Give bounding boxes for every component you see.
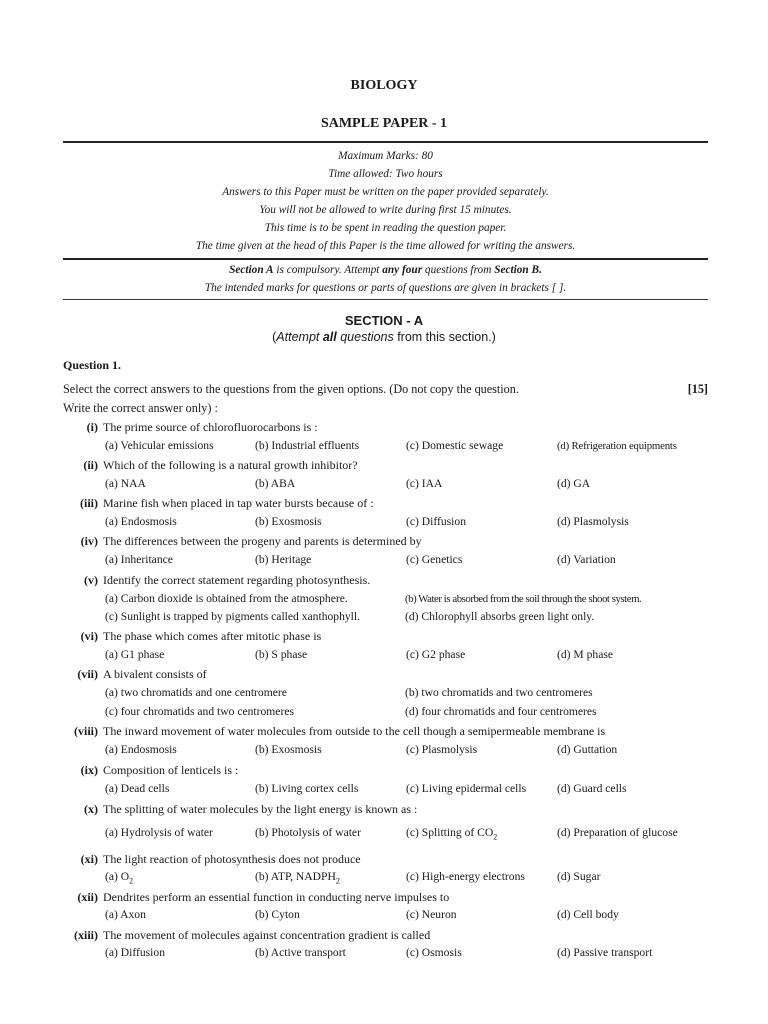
option-c: (c) Sunlight is trapped by pigments called xanthophyll. xyxy=(105,610,361,623)
section-note-line-1: Section A is compulsory. Attempt any four questions from Section B. xyxy=(229,264,542,276)
options-row xyxy=(105,741,710,759)
option-b: (b) Exosmosis xyxy=(255,515,322,528)
option-d: (d) Sugar xyxy=(557,870,601,883)
option-d: (d) Plasmolysis xyxy=(557,515,629,528)
option-d: (d) four chromatids and four centromeres xyxy=(405,705,597,718)
option-a: (a) G1 phase xyxy=(105,648,165,661)
option-a: (a) two chromatids and one centromere xyxy=(105,686,287,699)
option-d: (d) M phase xyxy=(557,648,614,661)
option-a: (a) Dead cells xyxy=(105,782,170,795)
section-subtitle: (Attempt all questions from this section.) xyxy=(272,330,496,344)
instructions-block xyxy=(63,147,708,255)
option-b: (b) Active transport xyxy=(255,946,346,959)
question-item: (viii) The inward movement of water molecules from outside to the cell though a semipermeable membrane is xyxy=(74,724,606,738)
option-d: (d) Preparation of glucose xyxy=(557,826,678,839)
options-row xyxy=(105,906,710,924)
option-a: (a) Endosmosis xyxy=(105,743,177,756)
option-c: (c) Splitting of $CO_2$ xyxy=(406,826,498,842)
option-d: (d) Guttation xyxy=(557,743,618,756)
section-note-line-2: The intended marks for questions or parts of questions are given in brackets [ ]. xyxy=(204,282,567,294)
options-row xyxy=(105,868,710,886)
option-b: (b) Exosmosis xyxy=(255,743,322,756)
question-item: (v) Identify the correct statement regarding photosynthesis. xyxy=(84,573,371,587)
options-row xyxy=(105,590,710,608)
options-row xyxy=(105,944,710,962)
option-c: (c) High-energy electrons xyxy=(406,870,525,883)
question-item: (xi) The light reaction of photosynthesis does not produce xyxy=(80,852,361,866)
options-row xyxy=(105,551,710,569)
question-marks: [15] xyxy=(687,382,708,396)
option-b: (b) ABA xyxy=(255,477,296,490)
option-a: (a) Endosmosis xyxy=(105,515,177,528)
option-c: (c) Plasmolysis xyxy=(406,743,478,756)
instruction-line: You will not be allowed to write during first 15 minutes. xyxy=(259,204,512,216)
paper-title: SAMPLE PAPER - 1 xyxy=(320,116,448,131)
option-d: (d) Chlorophyll absorbs green light only. xyxy=(405,610,595,623)
option-c: (c) Living epidermal cells xyxy=(406,782,527,795)
option-b: (b) two chromatids and two centromeres xyxy=(405,686,593,699)
option-a: (a) Diffusion xyxy=(105,946,165,959)
options-row xyxy=(105,475,710,493)
bottom-rule xyxy=(63,299,708,300)
question-item: (vii) A bivalent consists of xyxy=(77,667,207,681)
option-a: (a) Axon xyxy=(105,908,146,921)
option-c: (c) Genetics xyxy=(406,553,463,566)
middle-rule xyxy=(63,258,708,260)
options-row xyxy=(105,513,710,531)
option-b: (b) ATP, $NADPH_2$ xyxy=(255,870,340,886)
question-item: (ii) Which of the following is a natural growth inhibitor? xyxy=(83,458,358,472)
option-d: (d) Cell body xyxy=(557,908,619,921)
section-a-ref: Section A xyxy=(229,264,274,276)
option-b: (b) Industrial effluents xyxy=(255,439,360,452)
section-title: SECTION - A xyxy=(344,313,424,328)
question-item: (i) The prime source of chlorofluorocarbons is : xyxy=(86,420,318,434)
option-b: (b) Water is absorbed from the soil through the shoot system. xyxy=(405,593,642,605)
top-rule xyxy=(63,141,708,143)
option-b: (b) S phase xyxy=(255,648,308,661)
question-item: (xiii) The movement of molecules against concentration gradient is called xyxy=(74,928,431,942)
option-c: (c) Osmosis xyxy=(406,946,462,959)
option-c: (c) Diffusion xyxy=(406,515,466,528)
option-b: (b) Cyton xyxy=(255,908,300,921)
options-row xyxy=(105,703,710,721)
section-b-ref: Section B. xyxy=(494,264,542,276)
question-title: Question 1. xyxy=(63,358,122,372)
subject-title: BIOLOGY xyxy=(350,78,418,93)
instruction-line: This time is to be spent in reading the question paper. xyxy=(264,222,507,234)
option-a: (a) Carbon dioxide is obtained from the atmosphere. xyxy=(105,592,348,605)
options-row xyxy=(105,780,710,798)
option-b: (b) Heritage xyxy=(255,553,312,566)
option-d: (d) Guard cells xyxy=(557,782,627,795)
question-item: (x) The splitting of water molecules by the light energy is known as : xyxy=(84,802,418,816)
instruction-line: The time given at the head of this Paper is the time allowed for writing the answers. xyxy=(195,240,576,252)
instruction-line: Answers to this Paper must be written on the paper provided separately. xyxy=(222,186,549,198)
options-row xyxy=(105,437,710,455)
max-marks: Maximum Marks: 80 xyxy=(338,150,433,162)
option-a: (a) Vehicular emissions xyxy=(105,439,214,452)
options-row xyxy=(105,646,710,664)
option-b: (b) Living cortex cells xyxy=(255,782,359,795)
any-four: any four xyxy=(382,264,423,276)
options-row xyxy=(105,608,710,626)
time-allowed: Time allowed: Two hours xyxy=(328,168,443,180)
option-a: (a) Hydrolysis of water xyxy=(105,826,213,839)
option-d: (d) GA xyxy=(557,477,591,490)
option-a: (a) Inheritance xyxy=(105,553,173,566)
option-c: (c) Domestic sewage xyxy=(406,439,504,452)
options-row xyxy=(105,824,710,842)
question-item: (vi) The phase which comes after mitotic phase is xyxy=(80,629,322,643)
option-d: (d) Variation xyxy=(557,553,616,566)
question-item: (iv) The differences between the progeny and parents is determined by xyxy=(80,534,422,548)
options-row xyxy=(105,684,710,702)
question-item: (xii) Dendrites perform an essential function in conducting nerve impulses to xyxy=(77,890,450,904)
question-instruction: Select the correct answers to the questions from the given options. (Do not copy the question. [15] xyxy=(63,382,708,396)
section-note xyxy=(63,261,708,297)
option-c: (c) G2 phase xyxy=(406,648,466,661)
question-item: (ix) Composition of lenticels is : xyxy=(80,763,239,777)
question-instruction-cont: Write the correct answer only) : xyxy=(63,401,218,415)
option-c: (c) four chromatids and two centromeres xyxy=(105,705,294,718)
option-a: (a) $O_2$ xyxy=(105,870,134,886)
option-d: (d) Refrigeration equipments xyxy=(557,440,677,452)
option-a: (a) NAA xyxy=(105,477,146,490)
option-c: (c) Neuron xyxy=(406,908,457,921)
question-item: (iii) Marine fish when placed in tap water bursts because of : xyxy=(80,496,374,510)
option-c: (c) IAA xyxy=(406,477,443,490)
option-b: (b) Photolysis of water xyxy=(255,826,361,839)
option-d: (d) Passive transport xyxy=(557,946,653,959)
